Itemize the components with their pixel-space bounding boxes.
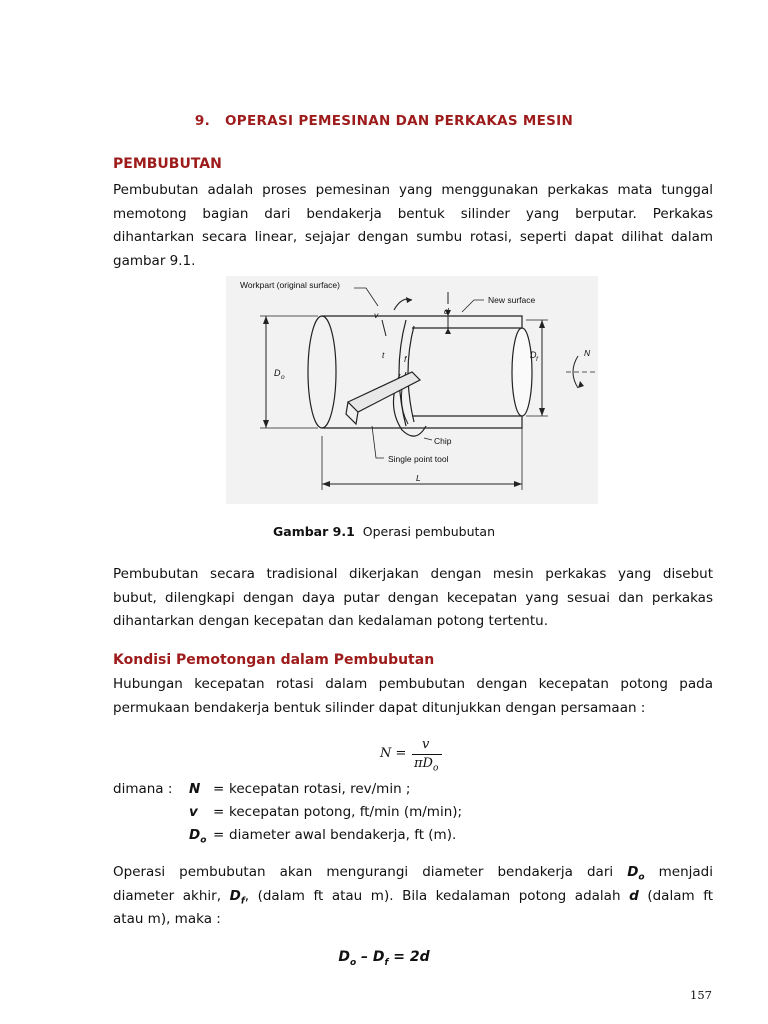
paragraph-diameter (113, 861, 713, 932)
turning-diagram (226, 276, 598, 504)
definitions-label: dimana : (113, 781, 173, 797)
label-t: t (382, 350, 385, 360)
label-v: v (374, 310, 379, 320)
label-d: d (444, 306, 449, 316)
label-df: D (530, 350, 537, 360)
equation-denominator: $\pi D_o$ (414, 756, 439, 774)
fraction-bar (412, 754, 442, 755)
caption-text: Operasi pembubutan (362, 524, 495, 539)
label-do-sub: o (281, 374, 285, 381)
chapter-title: OPERASI PEMESINAN DAN PERKAKAS MESIN (225, 113, 574, 129)
label-df-sub: f (536, 356, 538, 363)
paragraph-line: memotong bagian dari bendakerja bentuk silinder yang berputar. Perkakas (113, 205, 713, 222)
section-heading-kondisi: Kondisi Pemotongan dalam Pembubutan (113, 652, 435, 668)
equation-depth: $D_o - D_f = 2d$ (338, 949, 430, 968)
paragraph-tradisional (113, 563, 713, 634)
paragraph-line: dihantarkan secara linear, sejajar dengan sumbu rotasi, seperti dapat dilihat dalam (113, 229, 713, 245)
section-heading-pembubutan: PEMBUBUTAN (113, 156, 222, 172)
label-workpart: Workpart (original surface) (240, 280, 340, 290)
paragraph-line: permukaan bendakerja bentuk silinder dapat ditunjukkan dengan persamaan : (113, 699, 646, 716)
definition-text: kecepatan rotasi, rev/min ; (229, 781, 411, 797)
equation-lhs: N = (380, 746, 407, 761)
paragraph-line: atau m), maka : (113, 911, 221, 927)
paragraph-line: Pembubutan secara tradisional dikerjakan dengan mesin perkakas yang disebut (113, 566, 713, 582)
paragraph-line: dihantarkan dengan kecepatan dan kedalaman potong tertentu. (113, 613, 548, 629)
paragraph-kondisi (113, 673, 713, 720)
definition-symbol: v (189, 804, 198, 820)
paragraph-line: bubut, dilengkapi dengan daya putar dengan kecepatan yang sesuai dan perkakas (113, 589, 713, 606)
label-n: N (584, 348, 591, 358)
page-number: 157 (690, 988, 712, 1002)
label-f: f (404, 354, 407, 364)
label-new-surface: New surface (488, 295, 536, 305)
turning-figure (226, 276, 598, 504)
paragraph-line: gambar 9.1. (113, 252, 196, 269)
definition-text: kecepatan potong, ft/min (m/min); (229, 804, 463, 820)
caption-label: Gambar 9.1 (273, 524, 355, 539)
definition-equals: = (213, 781, 225, 797)
definition-symbol: $D_o$ (189, 827, 207, 846)
definition-equals: = (213, 804, 225, 820)
chapter-heading (0, 113, 768, 129)
label-do: D (274, 368, 281, 378)
equation-numerator: v (422, 737, 430, 752)
figure-caption (0, 524, 768, 539)
equation-rotation-speed (372, 737, 452, 773)
chapter-number: 9. (194, 113, 211, 129)
definition-symbol: N (189, 781, 201, 797)
definition-text: diameter awal bendakerja, ft (m). (229, 827, 457, 843)
paragraph-line: diameter akhir, $D_f$, (dalam ft atau m). Bila kedalaman potong adalah d (dalam ft (113, 887, 714, 907)
definition-equals: = (213, 827, 225, 843)
label-chip: Chip (434, 436, 452, 446)
paragraph-line: Pembubutan adalah proses pemesinan yang menggunakan perkakas mata tunggal (113, 182, 713, 198)
label-tool: Single point tool (388, 454, 449, 464)
paragraph-line: Operasi pembubutan akan mengurangi diameter bendakerja dari $D_o$ menjadi (113, 864, 713, 883)
paragraph-pembubutan (113, 179, 713, 273)
label-l: L (416, 473, 421, 483)
paragraph-line: Hubungan kecepatan rotasi dalam pembubutan dengan kecepatan potong pada (113, 676, 713, 692)
